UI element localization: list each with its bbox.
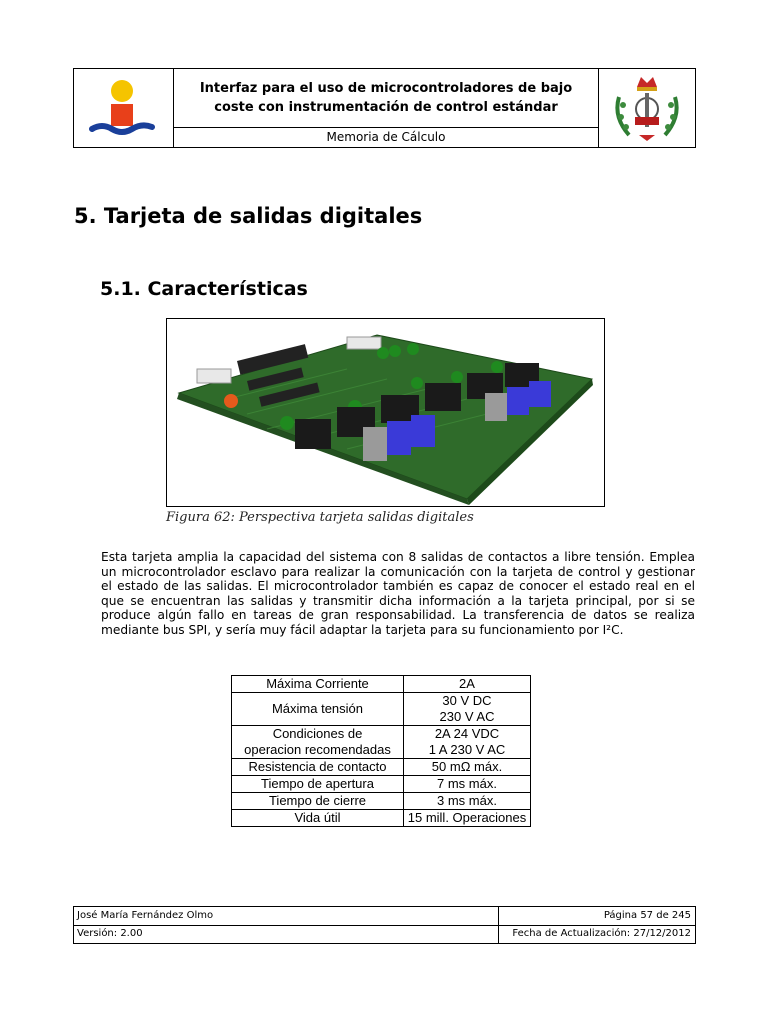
footer-divider — [498, 907, 499, 943]
document-subtitle: Memoria de Cálculo — [173, 127, 599, 148]
footer-version: Versión: 2.00 — [77, 928, 143, 939]
document-header — [73, 68, 696, 148]
spec-row — [232, 726, 531, 759]
section-heading: 5. Tarjeta de salidas digitales — [74, 204, 423, 228]
spec-label: Resistencia de contacto — [232, 759, 404, 776]
subsection-heading: 5.1. Características — [100, 278, 308, 300]
pcb-perspective-figure — [166, 318, 605, 507]
footer-page-number: Página 57 de 245 — [603, 910, 691, 921]
footer-update-date: Fecha de Actualización: 27/12/2012 — [512, 928, 691, 939]
university-crest-logo — [598, 69, 695, 147]
spec-label: Condiciones de operacion recomendadas — [232, 726, 404, 759]
footer-author: José María Fernández Olmo — [77, 910, 214, 921]
spec-value: 2A 24 VDC 1 A 230 V AC — [404, 726, 531, 759]
spec-row — [232, 810, 531, 827]
document-footer — [73, 906, 696, 944]
header-title-block — [173, 69, 599, 147]
spec-row — [232, 676, 531, 693]
spec-label: Tiempo de apertura — [232, 776, 404, 793]
spec-row — [232, 776, 531, 793]
spec-value: 50 mΩ máx. — [404, 759, 531, 776]
spec-value: 3 ms máx. — [404, 793, 531, 810]
spec-label: Máxima tensión — [232, 693, 404, 726]
spec-value: 2A — [404, 676, 531, 693]
spec-row — [232, 693, 531, 726]
specifications-table — [231, 675, 531, 827]
spec-row — [232, 793, 531, 810]
spec-label: Vida útil — [232, 810, 404, 827]
spec-label: Máxima Corriente — [232, 676, 404, 693]
spec-label: Tiempo de cierre — [232, 793, 404, 810]
document-title: Interfaz para el uso de microcontroladores de bajo coste con instrumentación de control estándar — [199, 81, 573, 115]
institution-logo-left — [74, 69, 174, 147]
body-paragraph: Esta tarjeta amplia la capacidad del sistema con 8 salidas de contactos a libre tensión. Emplea un microcontrolador esclavo para realizar la comunicación con la tarjeta de control y gestionar el estado de las salidas. El microcontrolador también es capaz de conocer el estado real en el que se encuentran las salidas y transmitir dicha información a la tarjeta principal, por si se produce algún fallo en tareas de gran responsabilidad. La transferencia de datos se realiza mediante bus SPI, y sería muy fácil adaptar la tarjeta para su funcionamiento por I²C. — [101, 550, 695, 637]
spec-value: 7 ms máx. — [404, 776, 531, 793]
footer-row — [74, 907, 695, 926]
spec-value: 15 mill. Operaciones — [404, 810, 531, 827]
spec-value: 30 V DC 230 V AC — [404, 693, 531, 726]
spec-row — [232, 759, 531, 776]
figure-caption: Figura 62: Perspectiva tarjeta salidas digitales — [166, 510, 474, 525]
footer-row — [74, 925, 695, 943]
